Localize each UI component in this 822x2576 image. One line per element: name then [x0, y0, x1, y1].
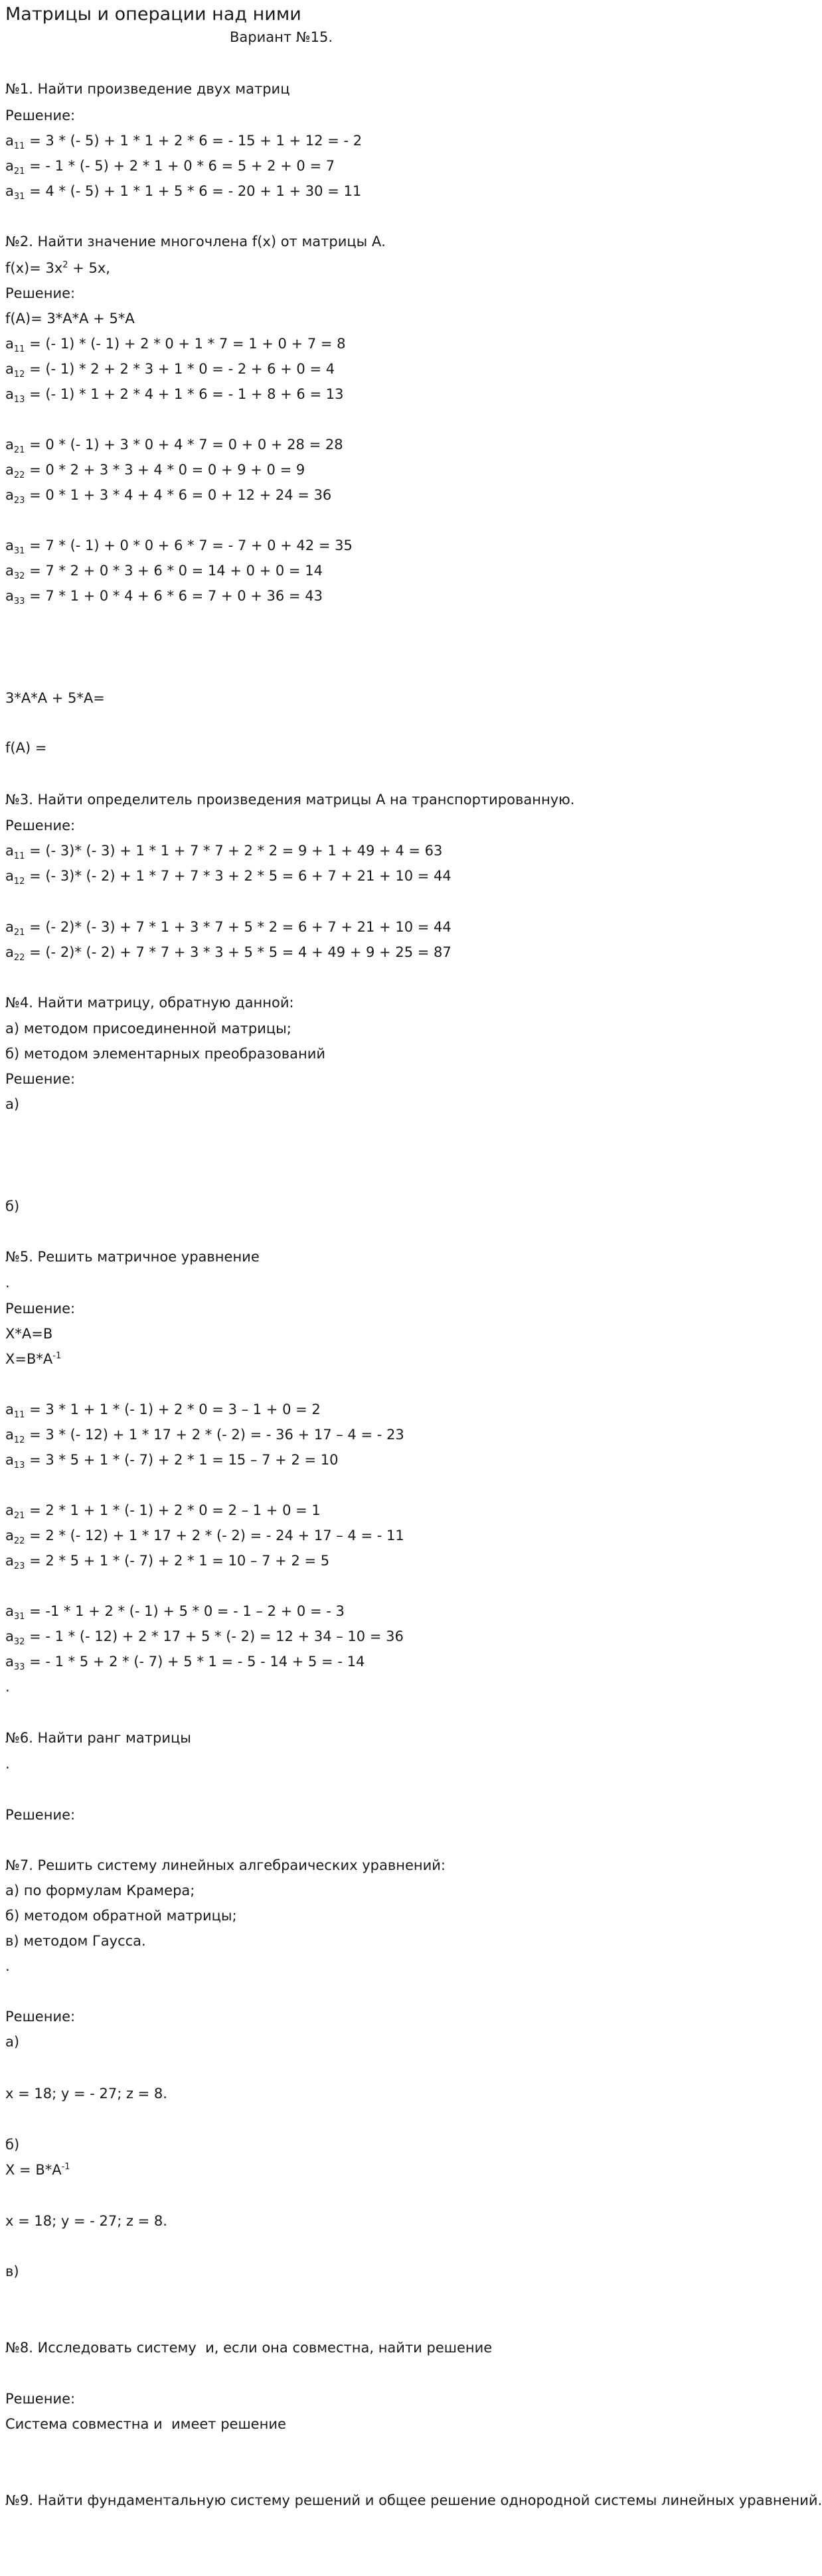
text-line: . [5, 1958, 10, 1974]
text-line: $a_{32}$ = - 1 * (- 12) + 2 * 17 + 5 * (- 2) = 12 + 34 – 10 = 36 [5, 1628, 404, 1648]
text-line: $a_{21} = 2 * 1 + 1$ * (- 1) + 2 * 0 = 2 – 1 + 0 = 1 [5, 1502, 321, 1522]
text-line: . [5, 1756, 10, 1772]
text-line: б) методом элементарных преобразований [5, 1046, 326, 1062]
text-line: $a_{12}$ = (- 1) * 2 + 2 * 3 + 1 * 0 = - 2 + 6 + 0 = 4 [5, 361, 335, 380]
text-line: $a_{32} = 7 * 2 + 0 * 3 + 6 * 0 = 14 + 0 + 0 = 14$ [5, 563, 323, 582]
text-line: б) методом обратной матрицы; [5, 1908, 237, 1924]
text-line: Решение: [5, 1807, 76, 1823]
text-line: $a_{23} = 2 * 5 + 1$ * (- 7) + 2 * 1 = 10 – 7 + 2 = 5 [5, 1553, 330, 1572]
text-line: X*A=B [5, 1326, 53, 1342]
variant-label: Вариант №15. [230, 29, 333, 45]
text-line: №7. Решить систему линейных алгебраических уравнений: [5, 1857, 446, 1873]
text-line: $a_{21}$ = (- 2)* (- 3) + 7 * 1 + 3 * 7 + 5 * 2 = 6 + 7 + 21 + 10 = 44 [5, 919, 452, 938]
text-line: $a_{33} = 7 * 1 + 0 * 4 + 6 * 6 = 7 + 0 + 36 = 43$ [5, 588, 323, 607]
text-line: №2. Найти значение многочлена f(x) от матрицы А. [5, 234, 386, 250]
text-line: №1. Найти произведение двух матриц [5, 81, 290, 97]
text-line: Решение: [5, 2009, 76, 2025]
text-line: Решение: [5, 2391, 76, 2407]
text-line: $a_{13}$ = (- 1) * 1 + 2 * 4 + 1 * 6 = - 1 + 8 + 6 = 13 [5, 386, 344, 405]
text-line: $a_{23} = 0 * 1 + 3 * 4 + 4 * 6 = 0 + 12 + 24 = 36$ [5, 487, 332, 506]
text-line: x = 18; y = - 27; z = 8. [5, 2086, 167, 2102]
text-line: а) [5, 2034, 20, 2050]
page-title: Матрицы и операции над ними [5, 4, 301, 25]
text-line: $a_{31} = 7$ * (- 1) + 0 * 0 + 6 * 7 = - 7 + 0 + 42 = 35 [5, 537, 353, 557]
text-line: x = 18; y = - 27; z = 8. [5, 2213, 167, 2229]
text-line: $a_{11}$ = (- 3)* (- 3) + 1 * 1 + 7 * 7 + 2 * 2 = 9 + 1 + 49 + 4 = 63 [5, 843, 443, 862]
text-line: $a_{11} = 3$ * (- 5) + 1 * 1 + 2 * 6 = - 15 + 1 + 12 = - 2 [5, 133, 363, 152]
text-line: $a_{22} = 2$ * (- 12) + 1 * 17 + 2 * (- 2) = - 24 + 17 – 4 = - 11 [5, 1528, 404, 1547]
text-line: Решение: [5, 1071, 76, 1087]
text-line: №3. Найти определитель произведения матрицы А на транспортированную. [5, 792, 575, 808]
text-line: $a_{12}$ = (- 3)* (- 2) + 1 * 7 + 7 * 3 + 2 * 5 = 6 + 7 + 21 + 10 = 44 [5, 868, 452, 887]
text-line: $X = B*A^{-1}$ [5, 2162, 70, 2178]
text-line: . [5, 1679, 10, 1695]
text-line: . [5, 1275, 10, 1291]
text-line: Решение: [5, 818, 76, 833]
text-line: №5. Решить матричное уравнение [5, 1249, 260, 1265]
text-line: $a_{22}$ = (- 2)* (- 2) + 7 * 7 + 3 * 3 + 5 * 5 = 4 + 49 + 9 + 25 = 87 [5, 944, 452, 964]
text-line: а) [5, 1096, 20, 1112]
text-line: $a_{21}$ = - 1 * (- 5) + 2 * 1 + 0 * 6 = 5 + 2 + 0 = 7 [5, 158, 335, 177]
text-line: $a_{12} = 3$ * (- 12) + 1 * 17 + 2 * (- 2) = - 36 + 17 – 4 = - 23 [5, 1427, 404, 1446]
text-line: №8. Исследовать систему и, если она совместна, найти решение [5, 2340, 493, 2356]
text-line: Решение: [5, 285, 76, 301]
text-line: в) [5, 2263, 19, 2279]
text-line: $a_{11} = 3 * 1 + 1$ * (- 1) + 2 * 0 = 3 – 1 + 0 = 2 [5, 1401, 321, 1421]
text-line: f(A)= 3*A*A + 5*A [5, 311, 135, 326]
text-line: 3*A*A + 5*A= [5, 690, 105, 706]
text-line: $a_{13} = 3 * 5 + 1$ * (- 7) + 2 * 1 = 15 – 7 + 2 = 10 [5, 1452, 339, 1471]
text-line: №4. Найти матрицу, обратную данной: [5, 995, 294, 1011]
text-line: б) [5, 1198, 20, 1214]
text-line: Система совместна и имеет решение [5, 2416, 286, 2432]
text-line: $a_{31} = -1 * 1 + 2$ * (- 1) + 5 * 0 = - 1 – 2 + 0 = - 3 [5, 1603, 345, 1622]
text-line: Решение: [5, 107, 76, 123]
text-line: №6. Найти ранг матрицы [5, 1730, 191, 1746]
text-line: $a_{21} = 0$ * (- 1) + 3 * 0 + 4 * 7 = 0 + 0 + 28 = 28 [5, 437, 343, 456]
text-line: Решение: [5, 1301, 76, 1317]
text-line: $a_{22} = 0 * 2 + 3 * 3 + 4 * 0 = 0 + 9 + 0 = 9$ [5, 462, 305, 481]
text-line: а) по формулам Крамера; [5, 1883, 195, 1898]
text-line: а) методом присоединенной матрицы; [5, 1021, 291, 1037]
text-line: f(A) = [5, 740, 47, 756]
text-line: в) методом Гаусса. [5, 1933, 146, 1949]
text-line: $a_{31} = 4$ * (- 5) + 1 * 1 + 5 * 6 = - 20 + 1 + 30 = 11 [5, 183, 362, 202]
text-line: №9. Найти фундаментальную систему решений и общее решение однородной системы линейных уравнений. [5, 2492, 822, 2508]
text-line: $f(x)= 3x^2 + 5x$, [5, 260, 110, 276]
text-line: $a_{11}$ = (- 1) * (- 1) + 2 * 0 + 1 * 7 = 1 + 0 + 7 = 8 [5, 336, 346, 355]
text-line: $a_{33}$ = - 1 * 5 + 2 * (- 7) + 5 * 1 = - 5 - 14 + 5 = - 14 [5, 1654, 365, 1673]
text-line: $X=B*A^{-1}$ [5, 1351, 62, 1367]
text-line: б) [5, 2137, 20, 2153]
